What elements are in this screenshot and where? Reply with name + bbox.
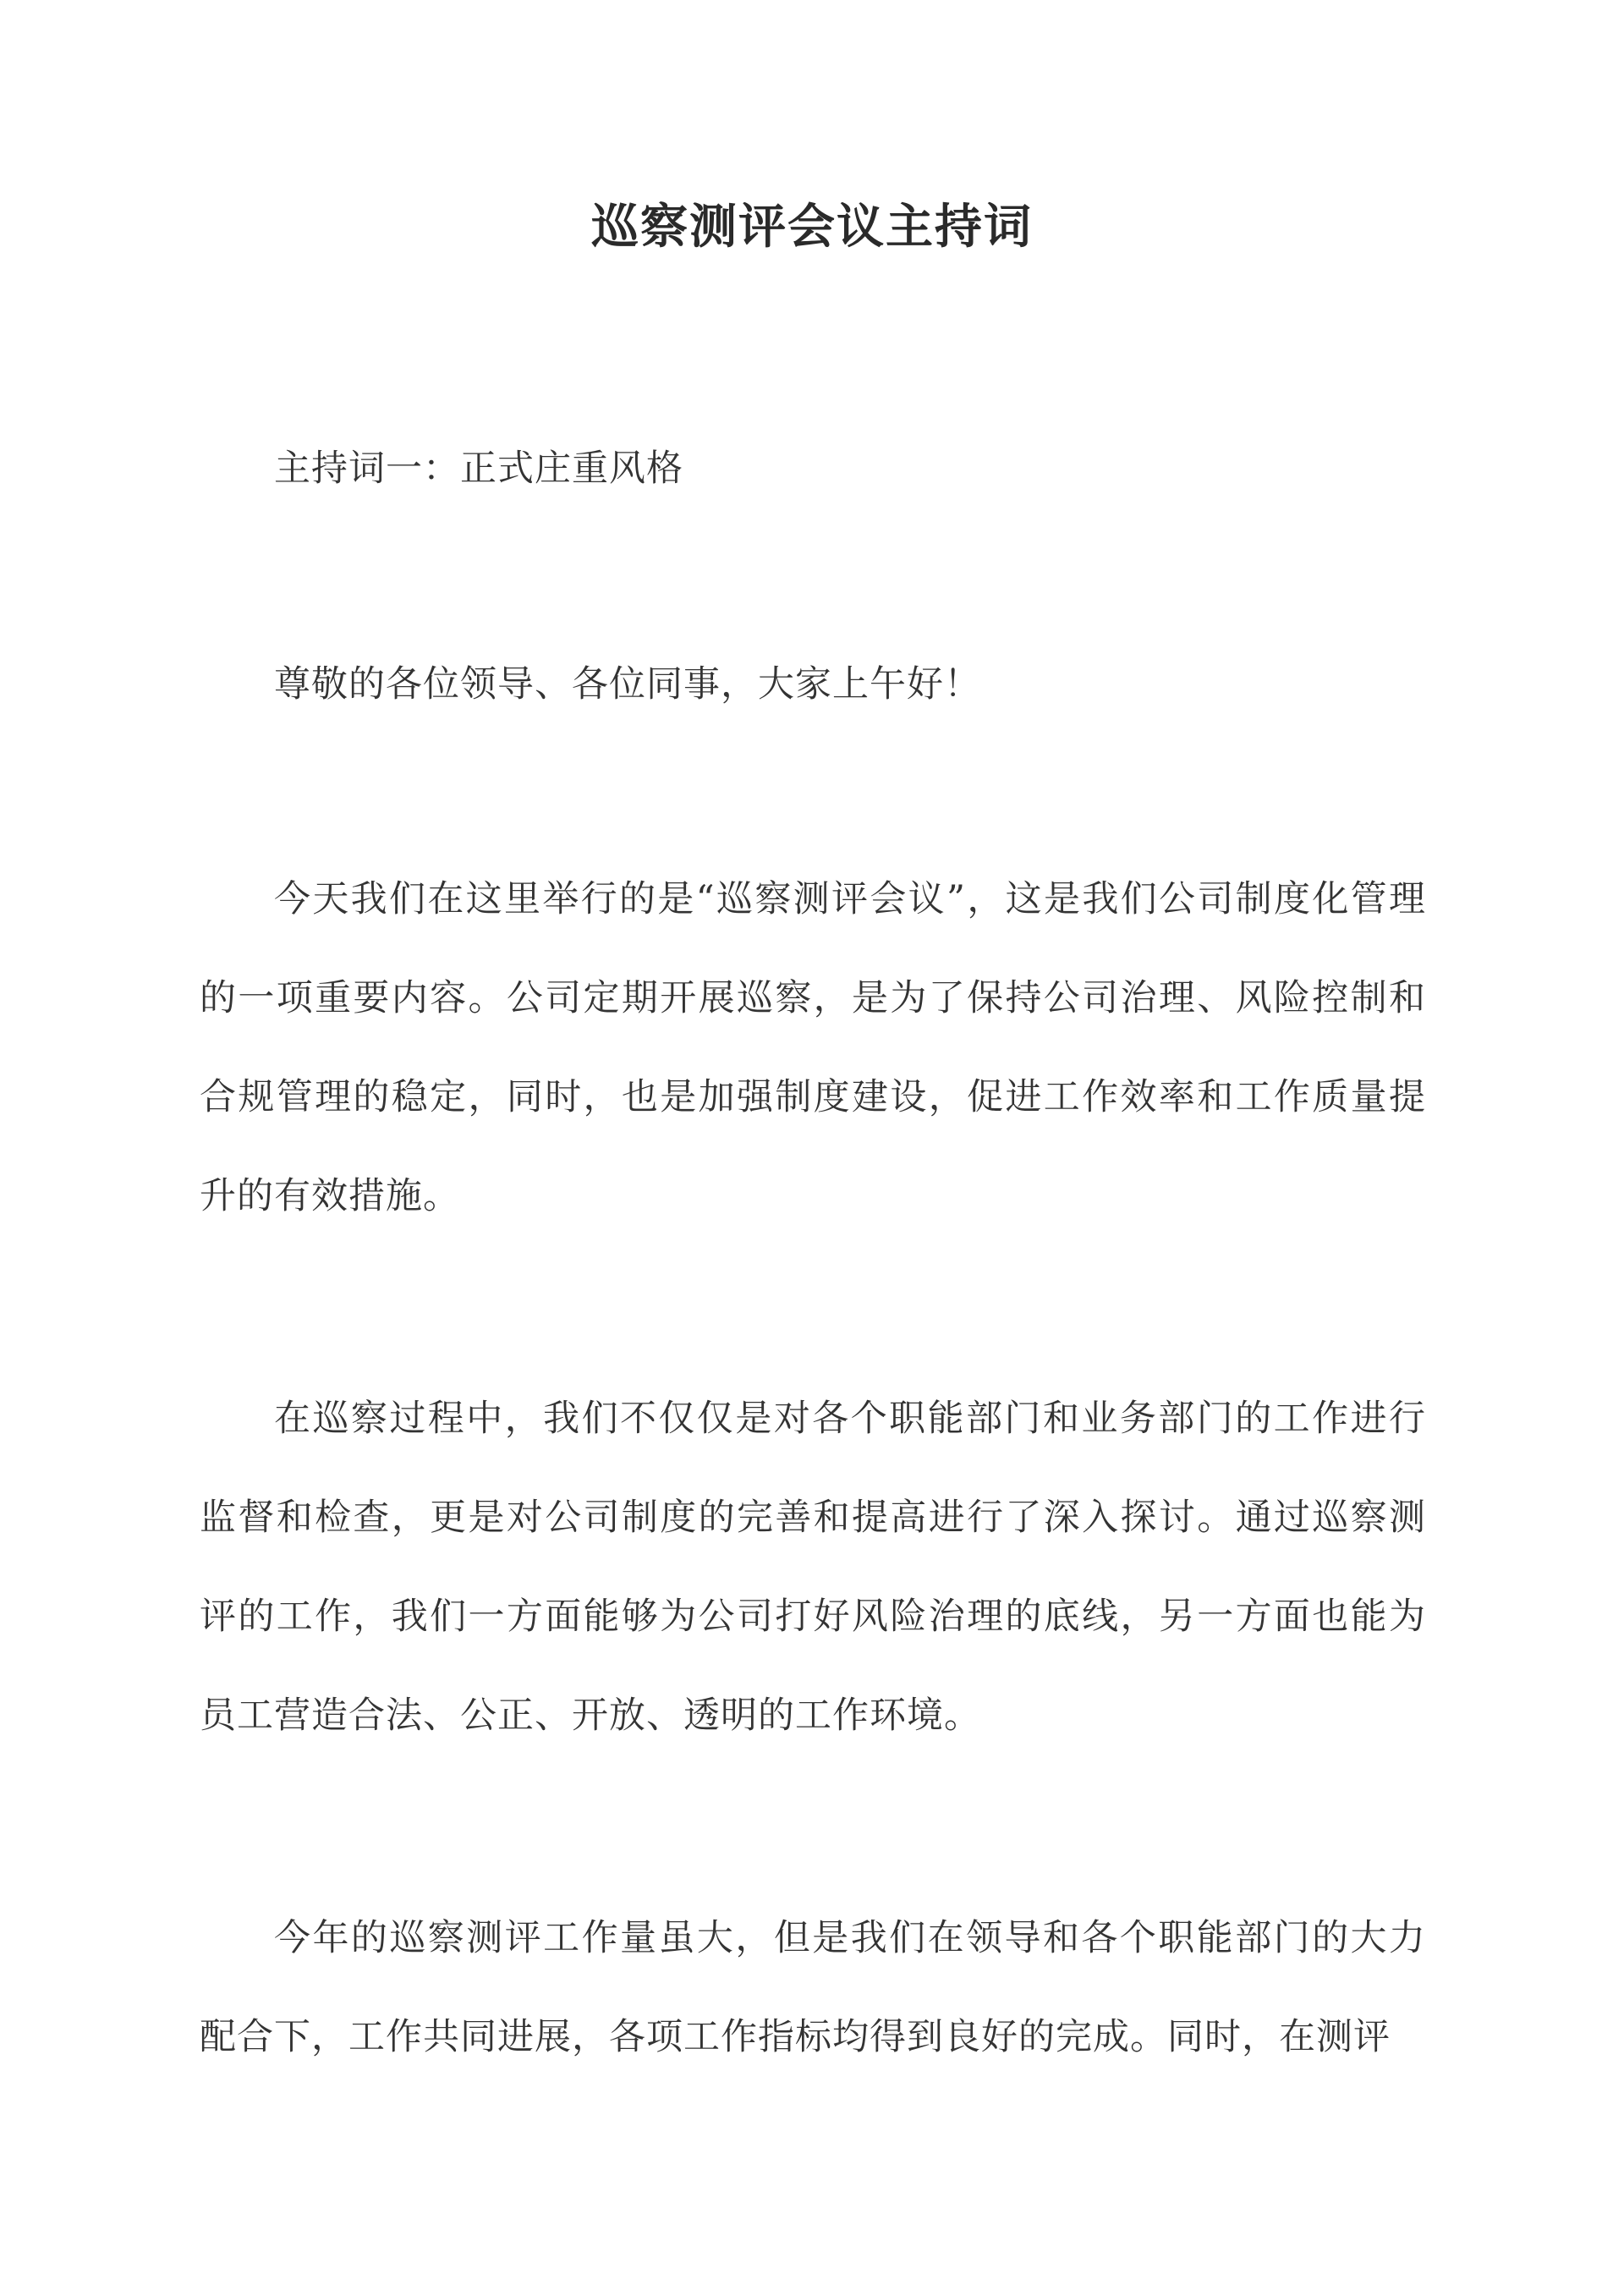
paragraph-body: 在巡察过程中，我们不仅仅是对各个职能部门和业务部门的工作进行监督和检查，更是对公司制度的完善和提高进行了深入探讨。通过巡察测评的工作，我们一方面能够为公司打好风险治理的底线，另一方面也能为员工营造合法、公正、开放、透明的工作环境。 [200,1398,1426,1737]
paragraph-greeting: 尊敬的各位领导、各位同事，大家上午好！ [274,663,981,706]
paragraph-body: 今天我们在这里举行的是“巡察测评会议”，这是我们公司制度化管理的一项重要内容。公司定期开展巡察，是为了保持公司治理、风险控制和合规管理的稳定，同时，也是加强制度建设，促进工作效率和工作质量提升的有效措施。 [200,878,1426,1217]
paragraph-subtitle: 主持词一：正式庄重风格 [274,448,683,490]
paragraph-body: 今年的巡察测评工作量虽大，但是我们在领导和各个职能部门的大力配合下，工作共同进展，各项工作指标均得到良好的完成。同时，在测评 [200,1917,1426,2058]
document-title: 巡察测评会议主持词 [591,199,1033,255]
